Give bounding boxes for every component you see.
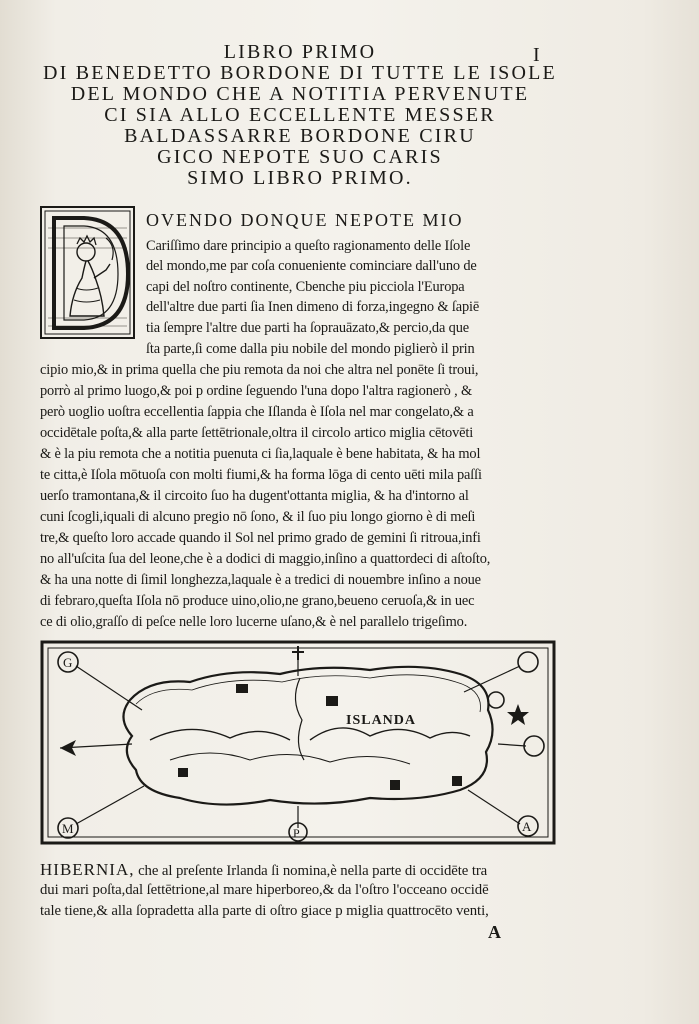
- text-line: dui mari poſta,dal ſettētrione,al mare hiperboreo,& da l'oſtro l'occeano occidē: [40, 882, 489, 898]
- west-arrow: [60, 740, 76, 756]
- wind-letter: G: [63, 655, 73, 670]
- heading-line: BALDASSARRE BORDONE CIRU: [124, 125, 476, 147]
- heading-line: SIMO LIBRO PRIMO.: [187, 167, 413, 189]
- map-of-islanda: [40, 640, 556, 887]
- chapter-heading: [40, 42, 560, 189]
- text-line: & è la piu remota che a notitia puenuta ci ſia,laquale è bene habitata, & ha mol: [40, 446, 481, 462]
- text-line: occidētale poſta,& alla parte ſettētrionale,oltra il circolo artico miglia cētovēti: [40, 425, 474, 441]
- heading-line: DI BENEDETTO BORDONE DI TUTTE LE ISOLE: [43, 62, 557, 84]
- hibernia-word: HIBERNIA,: [40, 860, 135, 879]
- text-line: no all'uſcita ſua del leone,che è a dodici di maggio,inſino a quattordeci di aſtoſto,: [40, 551, 491, 567]
- text-fragment: che al preſente Irlanda ſi nomina,è nella parte di occidēte tra: [134, 863, 488, 879]
- signature-mark: A: [488, 922, 501, 942]
- text-line: cuni ſcogli,iquali di alcuno pregio nō ſono, & il ſuo piu longo giorno è di meſi: [40, 509, 476, 525]
- text-line: però uoglio uoſtra eccellentia ſappia che Iſlanda è Iſola nel mar congelato,& a: [40, 404, 474, 420]
- text-line: porrò al primo luogo,& poi p ordine ſeguendo l'una dopo l'altra ragionerò , &: [40, 383, 473, 399]
- text-line: [40, 860, 487, 880]
- text-line: ce di olio,graſſo di peſce nelle loro lucerne uſano,& è nel parallelo trigeſimo.: [40, 614, 468, 630]
- wind-letter: M: [62, 821, 74, 836]
- text-line: tia ſempre l'altre due parti ha ſoprauāzato,& percio,da que: [146, 320, 469, 336]
- text-line: cipio mio,& in prima quella che piu remota da noi che altra nel ponēte ſi troui,: [40, 362, 479, 378]
- text-line: ſta parte,ſi come dalla piu nobile del mondo piglierò il prin: [146, 341, 475, 357]
- text-line: uerſo tramontana,& il circoito ſuo ha dugent'ottanta miglia, & ha d'intorno al: [40, 488, 469, 504]
- star-icon: [507, 704, 529, 725]
- heading-line: DEL MONDO CHE A NOTITIA PERVENUTE: [70, 83, 530, 105]
- text-line: tale tiene,& alla ſopradetta alla parte di oſtro giace p miglia quattrocēto venti,: [40, 903, 489, 919]
- text-line: & ha una notte di ſimil longhezza,laquale è a tredici di nouembre inſino a noue: [40, 572, 481, 588]
- text-line: tre,& queſto loro accade quando il Sol nel primo grado de gemini ſi ritroua,infi: [40, 530, 481, 546]
- text-line: del mondo,me par coſa conueniente cominciare dall'uno de: [146, 258, 477, 274]
- map-label: ISLANDA: [346, 713, 417, 728]
- historiated-initial-d: [40, 206, 135, 339]
- heading-line: LIBRO PRIMO: [223, 41, 377, 63]
- text-line: di febraro,queſta Iſola nō produce uino,olio,ne grano,beueno ceruoſa,& in uec: [40, 593, 475, 609]
- initial-d-woodcut: [42, 208, 133, 337]
- island-map-woodcut: [40, 640, 556, 845]
- text-line: capi del noſtro continente, Cbenche piu picciola l'Europa: [146, 279, 465, 295]
- wind-letter: P: [293, 826, 300, 840]
- heading-line: CI SIA ALLO ECCELLENTE MESSER: [104, 104, 496, 126]
- folio-number: I: [533, 44, 542, 66]
- text-line: dell'altre due parti ſia Inen dimeno di forza,ingegno & ſapiē: [146, 299, 480, 315]
- text-line: Cariſſimo dare principio a queſto ragionamento delle Iſole: [146, 238, 471, 254]
- heading-line: GICO NEPOTE SUO CARIS: [157, 146, 443, 168]
- opening-line: OVENDO DONQUE NEPOTE MIO: [146, 210, 464, 230]
- text-line: te citta,è Iſola mōtuoſa con molti fiumi,& ha forma lōga di cento uēti mila paſſi: [40, 467, 482, 483]
- wind-letter: A: [522, 819, 532, 834]
